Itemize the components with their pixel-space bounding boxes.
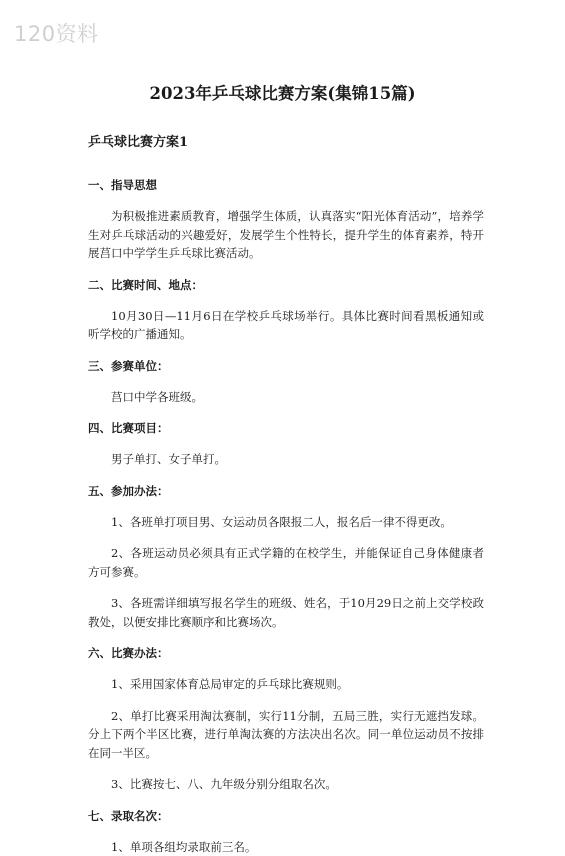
paragraph: 2、各班运动员必须具有正式学籍的在校学生，并能保证自己身体健康者方可参赛。 (88, 544, 484, 581)
heading-match-rules: 六、比赛办法： (88, 644, 484, 662)
paragraph: 2、单打比赛采用淘汰赛制，实行11分制，五局三胜，实行无遮挡发球。分上下两个半区比赛，进行单淘汰赛的方法决出名次。同一单位运动员不按排在同一半区。 (88, 707, 484, 763)
paragraph: 莒口中学各班级。 (88, 388, 484, 407)
heading-time-place: 二、比赛时间、地点： (88, 276, 484, 294)
paragraph: 3、各班需详细填写报名学生的班级、姓名，于10月29日之前上交学校政教处，以便安排比赛顺序和比赛场次。 (88, 594, 484, 631)
heading-guiding-idea: 一、指导思想 (88, 176, 484, 194)
heading-ranking: 七、录取名次： (88, 807, 484, 825)
paragraph: 1、采用国家体育总局审定的乒乓球比赛规则。 (88, 675, 484, 694)
paragraph: 3、比赛按七、八、九年级分别分组取名次。 (88, 775, 484, 794)
heading-participants: 三、参赛单位： (88, 357, 484, 375)
heading-events: 四、比赛项目： (88, 419, 484, 437)
paragraph: 为积极推进素质教育，增强学生体质，认真落实“阳光体育活动”，培养学生对乒乓球活动的兴趣爱好，发展学生个性特长，提升学生的体育素养，特开展莒口中学学生乒乓球比赛活动。 (88, 207, 484, 263)
paragraph: 1、各班单打项目男、女运动员各限报二人，报名后一律不得更改。 (88, 513, 484, 532)
paragraph: 1、单项各组均录取前三名。 (88, 838, 484, 856)
document-body (88, 133, 484, 856)
section-title: 乒乓球比赛方案1 (88, 133, 484, 153)
heading-entry-method: 五、参加办法： (88, 482, 484, 500)
paragraph: 10月30日—11月6日在学校乒乓球场举行。具体比赛时间看黑板通知或听学校的广播通知。 (88, 307, 484, 344)
document-title: 2023年乒乓球比赛方案(集锦15篇) (0, 80, 565, 104)
watermark: 120资料 (14, 18, 99, 48)
paragraph: 男子单打、女子单打。 (88, 450, 484, 469)
